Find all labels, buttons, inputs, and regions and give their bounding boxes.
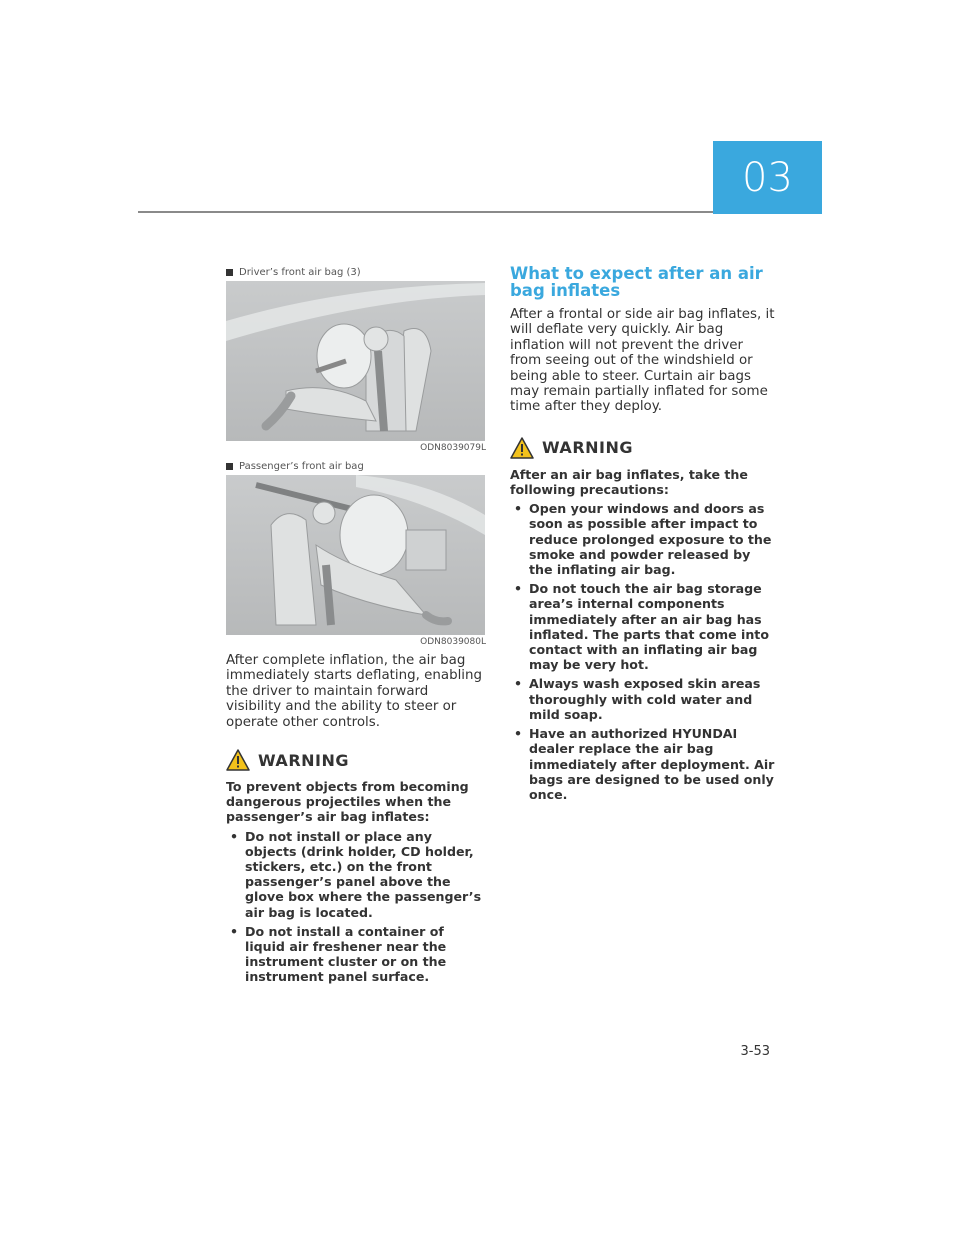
figure2-caption-text: Passenger’s front air bag (239, 460, 364, 472)
list-item: • Always wash exposed skin areas thoroughly with cold water and mild soap. (514, 676, 761, 722)
left-warning-intro: To prevent objects from becoming dangerous projectiles when the passenger’s air bag inflates: (226, 779, 469, 825)
square-bullet-icon (226, 269, 233, 276)
right-warning-list (510, 501, 776, 802)
right-column (510, 265, 776, 806)
warning-triangle-icon (226, 749, 250, 771)
chapter-tab (713, 141, 822, 214)
figure1-caption-text: Driver’s front air bag (3) (239, 266, 361, 278)
warning-label: WARNING (542, 438, 633, 458)
passenger-airbag-drawing (226, 475, 485, 635)
passenger-airbag-illustration (226, 475, 485, 635)
left-column (226, 265, 486, 989)
left-paragraph: After complete inflation, the air bag immediately starts deflating, enabling the driver to maintain forward visibility and the ability to steer or operate other controls. (226, 653, 482, 730)
driver-airbag-drawing (226, 281, 485, 441)
list-item-text: Do not install a container of liquid air freshener near the instrument cluster or on the instrument panel surface. (245, 923, 447, 985)
right-warning-heading (510, 437, 776, 459)
list-item: • Have an authorized HYUNDAI dealer replace the air bag immediately after deployment. Air bags are designed to be used only once. (514, 726, 775, 802)
list-item-text: Have an authorized HYUNDAI dealer replace the air bag immediately after deployment. Air bags are designed to be used only once. (529, 726, 775, 802)
list-item: • Do not touch the air bag storage area’s internal components immediately after an air bag has inflated. The parts that come into contact with an inflating air bag may be very hot. (514, 581, 769, 673)
list-item-text: Open your windows and doors as soon as possible after impact to reduce prolonged exposure to the smoke and powder released by the inflating air bag. (529, 501, 772, 578)
left-warning-heading (226, 749, 486, 771)
list-item-text: Do not touch the air bag storage area’s internal components immediately after an air bag has inflated. The parts that come into contact with an inflating air bag may be very hot. (529, 581, 769, 673)
right-warning-intro: After an air bag inflates, take the following precautions: (510, 466, 748, 498)
square-bullet-icon (226, 463, 233, 470)
section-title: What to expect after an air bag inflates (510, 264, 763, 300)
page-number: 3-53 (740, 1044, 770, 1059)
list-item: • Do not install or place any objects (drink holder, CD holder, stickers, etc.) on the front passenger’s panel above the glove box where the passenger’s air bag is located. (230, 828, 482, 920)
list-item-text: Always wash exposed skin areas thoroughly with cold water and mild soap. (529, 676, 761, 722)
list-item: • Open your windows and doors as soon as possible after impact to reduce prolonged exposure to the smoke and powder released by the inflating air bag. (514, 501, 772, 578)
figure2-code: ODN8039080L (420, 637, 486, 647)
list-item-text: Do not install or place any objects (drink holder, CD holder, stickers, etc.) on the front passenger’s panel above the glove box where the passenger’s air bag is located. (245, 828, 482, 920)
warning-label: WARNING (258, 750, 349, 770)
right-paragraph: After a frontal or side air bag inflates, it will deflate very quickly. Air bag inflation will not prevent the driver from seeing out of the windshield or being able to steer. Curtain air bags may remain partially inflated for some time after they deploy. (510, 307, 775, 415)
figure2-caption (226, 459, 486, 473)
warning-triangle-icon (510, 437, 534, 459)
left-warning-list (226, 829, 486, 985)
figure1-caption (226, 265, 486, 279)
figure1-code: ODN8039079L (420, 443, 486, 453)
header-rule (138, 211, 713, 213)
list-item: • Do not install a container of liquid air freshener near the instrument cluster or on the instrument panel surface. (230, 923, 447, 985)
chapter-number: 03 (742, 154, 793, 201)
driver-airbag-illustration (226, 281, 485, 441)
